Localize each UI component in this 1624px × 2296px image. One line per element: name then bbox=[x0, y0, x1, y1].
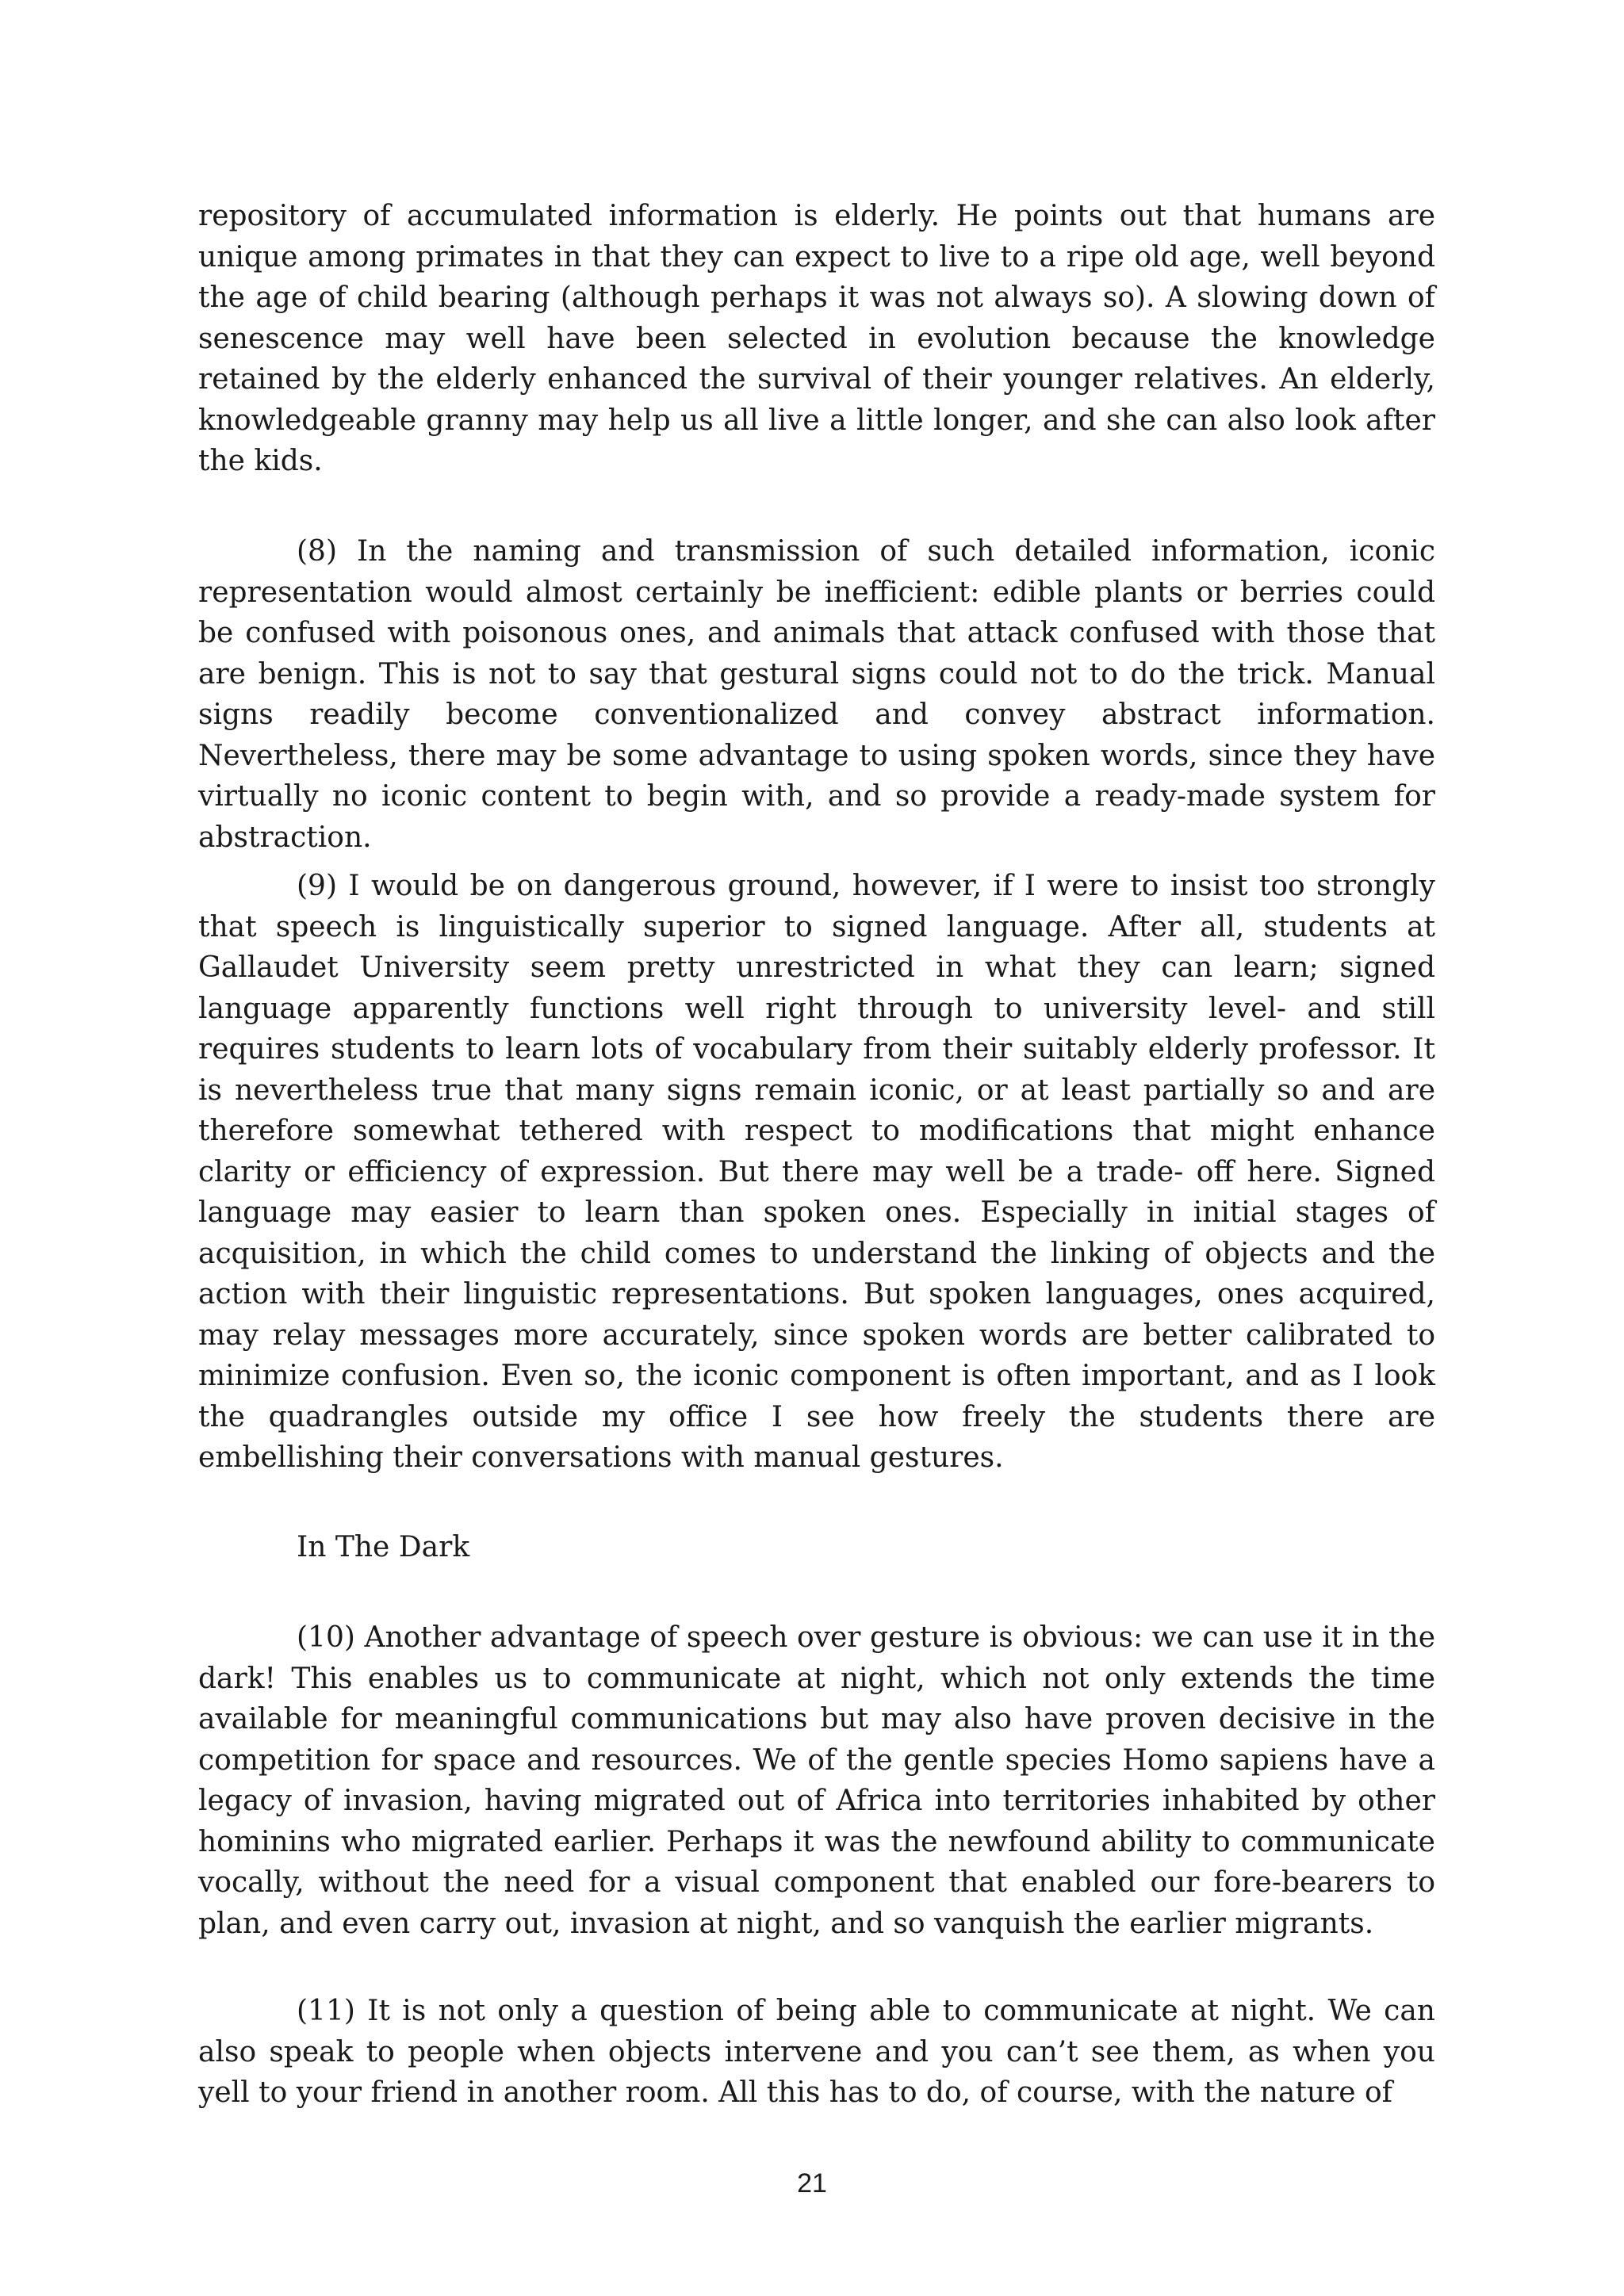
paragraph-text: (8) In the naming and transmission of such detailed information, iconic representation would almost certainly be inefficient: edible plants or berries could be confused with poisonous ones, and animals that attack confused with those that are benign. This is not to say that gestural signs could not to do the trick. Manual signs readily become conventionalized and convey abstract information. Nevertheless, there may be some advantage to using spoken words, since they have virtually no iconic content to begin with, and so provide a ready-made system for abstraction. bbox=[198, 535, 1435, 854]
paragraph-text: (11) It is not only a question of being able to communicate at night. We can also speak to people when objects intervene and you can’t see them, as when you yell to your friend in another room. All this has to do, of course, with the nature of bbox=[198, 1995, 1435, 2109]
paragraph-10 bbox=[198, 1617, 1435, 1944]
page-number: 21 bbox=[797, 2168, 827, 2198]
paragraph-9 bbox=[198, 866, 1435, 1479]
paragraph-text: (9) I would be on dangerous ground, however, if I were to insist too strongly that speech is linguistically superior to signed language. After all, students at Gallaudet University seem pretty unrestricted in what they can learn; signed language apparently functions well right through to university level- and still requires students to learn lots of vocabulary from their suitably elderly professor. It is nevertheless true that many signs remain iconic, or at least partially so and are therefore somewhat tethered with respect to modifications that might enhance clarity or efficiency of expression. But there may well be a trade- off here. Signed language may easier to learn than spoken ones. Especially in initial stages of acquisition, in which the child comes to understand the linking of objects and the action with their linguistic representations. But spoken languages, ones acquired, may relay messages more accurately, since spoken words are better calibrated to minimize confusion. Even so, the iconic component is often important, and as I look the quadrangles outside my office I see how freely the students there are embellishing their conversations with manual gestures. bbox=[198, 870, 1435, 1474]
paragraph-8 bbox=[198, 531, 1435, 858]
paragraph-continuation bbox=[198, 196, 1435, 482]
section-heading bbox=[198, 1527, 1435, 1568]
paragraph-text: repository of accumulated information is elderly. He points out that humans are unique among primates in that they can expect to live to a ripe old age, well beyond the age of child bearing (although perhaps it was not always so). A slowing down of senescence may well have been selected in evolution because the knowledge retained by the elderly enhanced the survival of their younger relatives. An elderly, knowledgeable granny may help us all live a little longer, and she can also look after the kids. bbox=[198, 200, 1435, 477]
paragraph-text: (10) Another advantage of speech over gesture is obvious: we can use it in the dark! This enables us to communicate at night, which not only extends the time available for meaningful communications but may also have proven decisive in the competition for space and resources. We of the gentle species Homo sapiens have a legacy of invasion, having migrated out of Africa into territories inhabited by other hominins who migrated earlier. Perhaps it was the newfound ability to communicate vocally, without the need for a visual component that enabled our fore-bearers to plan, and even carry out, invasion at night, and so vanquish the earlier migrants. bbox=[198, 1621, 1435, 1940]
section-heading-text: In The Dark bbox=[297, 1531, 470, 1563]
paragraph-11 bbox=[198, 1991, 1435, 2114]
